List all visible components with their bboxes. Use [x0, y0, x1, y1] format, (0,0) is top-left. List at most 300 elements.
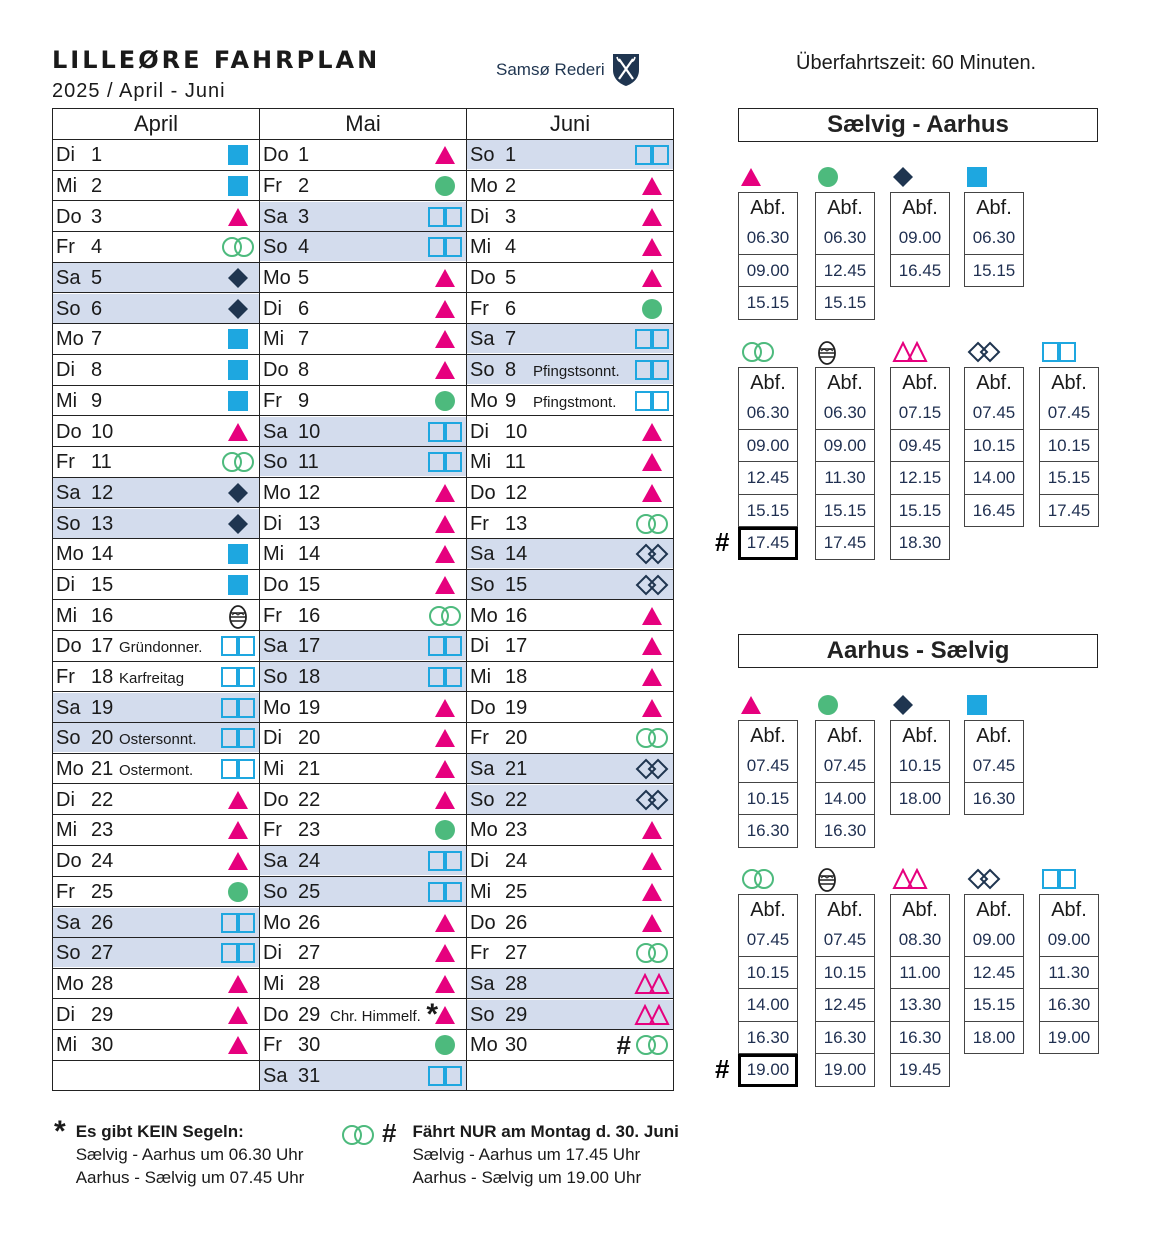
rings-icon — [427, 604, 463, 628]
diamond-icon — [890, 690, 950, 720]
departure-header: Abf. — [964, 720, 1024, 750]
departure-header: Abf. — [738, 367, 798, 397]
weekday: Do — [263, 573, 289, 596]
calendar-day — [53, 232, 259, 261]
triangle-icon — [634, 665, 670, 689]
weekday: Fr — [56, 236, 75, 259]
calendar-day — [260, 601, 466, 630]
weekday: Mi — [263, 972, 285, 995]
footnote-star-line: Sælvig - Aarhus um 06.30 Uhr — [75, 1145, 304, 1164]
day-number: 25 — [91, 880, 114, 903]
double-triangle-icon — [634, 1003, 670, 1027]
departure-time: 07.45 — [964, 397, 1024, 430]
calendar-row — [53, 508, 674, 539]
calendar-day — [260, 631, 466, 660]
calendar-day — [260, 417, 466, 446]
day-number: 12 — [91, 481, 114, 504]
day-number: 27 — [298, 942, 321, 965]
diamond-icon — [220, 297, 256, 321]
calendar-day — [467, 171, 673, 200]
footnote-hash-head: Fährt NUR am Montag d. 30. Juni — [412, 1122, 679, 1141]
day-number: 5 — [298, 267, 310, 290]
calendar-day — [260, 324, 466, 353]
departure-column — [1039, 864, 1099, 1054]
calendar-day — [467, 723, 673, 752]
calendar-row — [53, 845, 674, 876]
double-square-icon — [427, 1064, 463, 1088]
departure-time: 10.15 — [815, 957, 875, 990]
triangle-icon — [427, 143, 463, 167]
departure-column — [815, 864, 875, 1087]
weekday: Di — [470, 420, 489, 443]
calendar-day — [260, 478, 466, 507]
day-number: 25 — [505, 880, 528, 903]
departure-time: 12.15 — [890, 462, 950, 495]
holiday-note: Gründonner. — [119, 639, 203, 657]
calendar-day — [53, 386, 259, 415]
triangle-icon — [427, 972, 463, 996]
day-number: 29 — [505, 1003, 528, 1026]
departure-column — [715, 864, 798, 1087]
square-icon — [220, 174, 256, 198]
circle-icon — [427, 1033, 463, 1057]
weekday: Mo — [470, 1034, 498, 1057]
footnote-hash-line: Sælvig - Aarhus um 17.45 Uhr — [412, 1145, 641, 1164]
calendar-day — [53, 1030, 259, 1059]
day-number: 23 — [91, 819, 114, 842]
day-number: 11 — [91, 451, 112, 474]
departure-time: 19.00 — [815, 1054, 875, 1087]
footnote-star — [54, 1115, 305, 1189]
hash-mark: # — [715, 527, 730, 557]
day-number: 21 — [91, 758, 114, 781]
calendar-row — [53, 968, 674, 999]
day-number: 14 — [505, 543, 528, 566]
calendar-day — [260, 1030, 466, 1059]
day-number: 4 — [91, 236, 103, 259]
calendar-row — [53, 753, 674, 784]
calendar-day — [467, 232, 673, 261]
footnote-hash — [340, 1120, 679, 1189]
calendar-row — [53, 999, 674, 1030]
calendar-day — [53, 908, 259, 937]
triangle-icon — [220, 818, 256, 842]
departure-header: Abf. — [738, 192, 798, 222]
departure-time: 18.30 — [890, 527, 950, 560]
calendar-day — [467, 969, 673, 998]
day-number: 30 — [91, 1034, 114, 1057]
weekday: Sa — [56, 696, 81, 719]
calendar-day — [53, 969, 259, 998]
double-triangle-icon — [890, 864, 950, 894]
footnote-hash-mark: # — [382, 1118, 397, 1148]
day-number: 4 — [298, 236, 310, 259]
day-number: 13 — [91, 512, 114, 535]
page-title: LILLEØRE FAHRPLAN — [52, 46, 381, 74]
calendar-row — [53, 170, 674, 201]
square-icon — [964, 690, 1024, 720]
departure-header: Abf. — [890, 192, 950, 222]
double-diamond-icon — [964, 864, 1024, 894]
weekday: Sa — [263, 420, 288, 443]
circle-icon — [220, 880, 256, 904]
departure-time: 10.15 — [738, 783, 798, 816]
double-triangle-icon — [634, 972, 670, 996]
calendar-day — [53, 294, 259, 323]
double-square-icon — [427, 235, 463, 259]
departure-time: 16.45 — [890, 255, 950, 288]
calendar-day — [260, 938, 466, 967]
double-square-icon — [220, 726, 256, 750]
calendar-day — [260, 846, 466, 875]
calendar-day — [467, 202, 673, 231]
weekday: Do — [470, 481, 496, 504]
day-number: 29 — [91, 1003, 114, 1026]
triangle-icon — [634, 450, 670, 474]
circle-icon — [427, 389, 463, 413]
day-number: 3 — [298, 205, 310, 228]
triangle-icon — [220, 205, 256, 229]
double-square-icon — [634, 143, 670, 167]
departure-time: 07.45 — [1039, 397, 1099, 430]
departure-time: 06.30 — [815, 222, 875, 255]
departure-column — [738, 690, 798, 848]
weekday: Sa — [56, 481, 81, 504]
departure-column — [738, 162, 798, 320]
calendar-day — [53, 355, 259, 384]
calendar-day — [53, 601, 259, 630]
rings-icon — [738, 864, 798, 894]
departure-header: Abf. — [1039, 367, 1099, 397]
day-number: 9 — [91, 389, 103, 412]
departure-column — [715, 337, 798, 560]
day-number: 11 — [505, 451, 526, 474]
weekday: Sa — [56, 911, 81, 934]
triangle-icon — [220, 420, 256, 444]
departure-time: 07.45 — [964, 750, 1024, 783]
weekday: Fr — [56, 451, 75, 474]
calendar-day — [467, 846, 673, 875]
weekday: Fr — [470, 942, 489, 965]
day-number: 18 — [91, 666, 114, 689]
weekday: Sa — [56, 267, 81, 290]
square-icon — [220, 542, 256, 566]
double-square-icon — [220, 634, 256, 658]
departure-time: 15.15 — [738, 287, 798, 320]
triangle-icon — [220, 849, 256, 873]
weekday: Di — [56, 144, 75, 167]
departure-header: Abf. — [815, 367, 875, 397]
day-number: 6 — [505, 297, 517, 320]
weekday: Di — [56, 359, 75, 382]
calendar-day — [260, 171, 466, 200]
weekday: Fr — [263, 819, 282, 842]
double-square-icon — [427, 205, 463, 229]
footnote-star-line: Aarhus - Sælvig um 07.45 Uhr — [75, 1168, 305, 1187]
diamond-icon — [220, 512, 256, 536]
calendar-day — [467, 662, 673, 691]
weekday: Mi — [56, 389, 78, 412]
holiday-note: Karfreitag — [119, 670, 185, 688]
calendar-day — [467, 693, 673, 722]
departure-time: 17.45 — [1039, 495, 1099, 528]
crossing-time: Überfahrtszeit: 60 Minuten. — [796, 52, 1037, 74]
day-number: 7 — [505, 328, 517, 351]
weekday: So — [470, 144, 495, 167]
diamond-icon — [220, 481, 256, 505]
calendar-row — [53, 815, 674, 846]
calendar-day — [467, 478, 673, 507]
weekday: Do — [56, 420, 82, 443]
weekday: Mo — [56, 758, 84, 781]
triangle-icon — [427, 481, 463, 505]
day-number: 10 — [505, 420, 528, 443]
departure-time: 11.30 — [1039, 957, 1099, 990]
departure-time: 07.45 — [738, 924, 798, 957]
departure-header: Abf. — [815, 720, 875, 750]
departure-time: 18.00 — [890, 783, 950, 816]
weekday: Mi — [263, 543, 285, 566]
departure-time: 12.45 — [815, 255, 875, 288]
double-triangle-icon — [890, 337, 950, 367]
triangle-icon — [634, 849, 670, 873]
weekday: Mo — [263, 481, 291, 504]
departure-column — [964, 864, 1024, 1054]
triangle-icon — [427, 542, 463, 566]
day-number: 20 — [91, 727, 114, 750]
double-square-icon — [427, 880, 463, 904]
calendar-day — [467, 447, 673, 476]
triangle-icon — [634, 420, 670, 444]
weekday: Di — [56, 1003, 75, 1026]
calendar-day — [53, 478, 259, 507]
day-number: 28 — [298, 972, 321, 995]
hash-mark: # — [715, 1054, 730, 1084]
day-number: 30 — [298, 1034, 321, 1057]
departure-header: Abf. — [890, 894, 950, 924]
day-number: 5 — [91, 267, 103, 290]
calendar-day — [467, 570, 673, 599]
month-header: Mai — [260, 109, 467, 140]
departure-time: 13.30 — [890, 989, 950, 1022]
day-number: 21 — [505, 758, 528, 781]
weekday: Sa — [470, 328, 495, 351]
departure-time: 07.45 — [815, 750, 875, 783]
departure-time: 15.15 — [890, 495, 950, 528]
square-icon — [964, 162, 1024, 192]
day-number: 27 — [91, 942, 114, 965]
departure-time: 15.15 — [964, 989, 1024, 1022]
departure-time: 16.30 — [738, 1022, 798, 1055]
calendar-day — [467, 938, 673, 967]
day-number: 22 — [505, 788, 528, 811]
weekday: Fr — [470, 512, 489, 535]
day-number: 22 — [298, 788, 321, 811]
calendar-day — [53, 693, 259, 722]
weekday: Do — [56, 205, 82, 228]
day-number: 2 — [505, 175, 517, 198]
departure-time: 15.15 — [815, 495, 875, 528]
triangle-icon — [427, 358, 463, 382]
double-diamond-icon — [964, 337, 1024, 367]
footnote-hash-line: Aarhus - Sælvig um 19.00 Uhr — [412, 1168, 642, 1187]
departure-header: Abf. — [1039, 894, 1099, 924]
day-number: 16 — [505, 604, 528, 627]
weekday: So — [56, 942, 81, 965]
weekday: Di — [263, 512, 282, 535]
double-diamond-icon — [634, 542, 670, 566]
triangle-icon — [634, 481, 670, 505]
day-number: 9 — [298, 389, 310, 412]
triangle-icon — [427, 297, 463, 321]
triangle-icon — [634, 266, 670, 290]
day-number: 26 — [298, 911, 321, 934]
rings-icon — [220, 235, 256, 259]
departure-time: 06.30 — [738, 397, 798, 430]
calendar-row — [53, 723, 674, 754]
departure-time: 19.00 # — [738, 1054, 798, 1087]
calendar-row — [53, 262, 674, 293]
day-number: 20 — [298, 727, 321, 750]
calendar-row — [53, 538, 674, 569]
departure-time: 09.00 — [815, 430, 875, 463]
calendar-day — [53, 140, 259, 169]
triangle-icon — [220, 788, 256, 812]
weekday: So — [56, 297, 81, 320]
day-number: 24 — [91, 850, 114, 873]
departure-time: 09.45 — [890, 430, 950, 463]
departure-time: 19.00 — [1039, 1022, 1099, 1055]
circle-icon — [815, 690, 875, 720]
double-square-icon — [220, 911, 256, 935]
calendar-day — [260, 815, 466, 844]
day-number: 28 — [505, 972, 528, 995]
day-number: 18 — [505, 666, 528, 689]
footnote-star-mark: * — [54, 1115, 66, 1148]
departure-time: 19.45 — [890, 1054, 950, 1087]
calendar-day — [260, 294, 466, 323]
footnote-star-head: Es gibt KEIN Segeln: — [75, 1122, 244, 1141]
calendar-day — [53, 447, 259, 476]
calendar-row — [53, 784, 674, 815]
calendar-day — [260, 1061, 466, 1090]
calendar-table — [52, 108, 674, 1091]
double-square-icon — [634, 358, 670, 382]
departure-time: 16.30 — [964, 783, 1024, 816]
departure-time: 09.00 — [738, 255, 798, 288]
calendar-day — [467, 815, 673, 844]
day-number: 24 — [298, 850, 321, 873]
weekday: Di — [470, 850, 489, 873]
weekday: Do — [470, 267, 496, 290]
square-icon — [220, 573, 256, 597]
weekday: So — [470, 1003, 495, 1026]
easter-egg-icon — [815, 337, 875, 367]
weekday: So — [263, 451, 288, 474]
rings-icon — [634, 726, 670, 750]
departure-column — [890, 162, 950, 287]
weekday: Sa — [263, 205, 288, 228]
departure-time: 16.30 — [815, 815, 875, 848]
day-number: 15 — [505, 573, 528, 596]
calendar-row — [53, 876, 674, 907]
departure-time: 14.00 — [964, 462, 1024, 495]
day-number: 27 — [505, 942, 528, 965]
triangle-icon — [738, 690, 798, 720]
calendar-day — [53, 417, 259, 446]
day-number: 12 — [505, 481, 528, 504]
departure-time: 10.15 — [738, 957, 798, 990]
calendar-row — [53, 937, 674, 968]
month-header: Juni — [467, 109, 674, 140]
calendar-day — [260, 570, 466, 599]
easter-egg-icon — [220, 604, 256, 628]
departure-column — [890, 864, 950, 1087]
day-number: 8 — [298, 359, 310, 382]
calendar-day — [53, 171, 259, 200]
day-number: 29 — [298, 1003, 321, 1026]
month-header: April — [53, 109, 260, 140]
double-square-icon — [220, 941, 256, 965]
day-number: 21 — [298, 758, 321, 781]
diamond-icon — [220, 266, 256, 290]
holiday-note: Pfingstsonnt. — [533, 363, 620, 381]
weekday: Mi — [56, 604, 78, 627]
weekday: Sa — [470, 972, 495, 995]
day-number: 11 — [298, 451, 319, 474]
calendar-day — [53, 785, 259, 814]
departure-time: 12.45 — [815, 989, 875, 1022]
day-number: 31 — [298, 1064, 321, 1087]
holiday-note: Ostermont. — [119, 762, 194, 780]
empty-cell — [53, 1061, 259, 1090]
double-square-icon — [220, 665, 256, 689]
departure-time: 09.00 — [964, 924, 1024, 957]
day-number: 8 — [505, 359, 517, 382]
route-title-saelvig-aarhus: Sælvig - Aarhus — [738, 108, 1098, 142]
day-number: 3 — [505, 205, 517, 228]
triangle-icon — [634, 818, 670, 842]
weekday: Di — [470, 205, 489, 228]
calendar-row — [53, 569, 674, 600]
weekday: Fr — [263, 604, 282, 627]
triangle-icon — [634, 604, 670, 628]
holiday-note: Pfingstmont. — [533, 393, 617, 411]
calendar-day — [260, 140, 466, 169]
weekday: Do — [263, 1003, 289, 1026]
departure-time: 17.45 — [815, 527, 875, 560]
triangle-icon — [634, 634, 670, 658]
weekday: Sa — [470, 758, 495, 781]
shield-icon — [611, 52, 641, 88]
weekday: Fr — [470, 297, 489, 320]
day-number: 2 — [91, 175, 103, 198]
day-number: 13 — [298, 512, 321, 535]
departure-time: 12.45 — [964, 957, 1024, 990]
departure-column — [890, 337, 950, 560]
departure-header: Abf. — [738, 894, 798, 924]
triangle-icon — [634, 911, 670, 935]
calendar-day — [53, 1000, 259, 1029]
double-square-icon — [427, 665, 463, 689]
departure-time: 14.00 — [738, 989, 798, 1022]
departure-column — [815, 162, 875, 320]
triangle-icon — [427, 696, 463, 720]
day-number: 2 — [298, 175, 310, 198]
weekday: Di — [56, 788, 75, 811]
departure-time: 10.15 — [1039, 430, 1099, 463]
departure-header: Abf. — [964, 894, 1024, 924]
